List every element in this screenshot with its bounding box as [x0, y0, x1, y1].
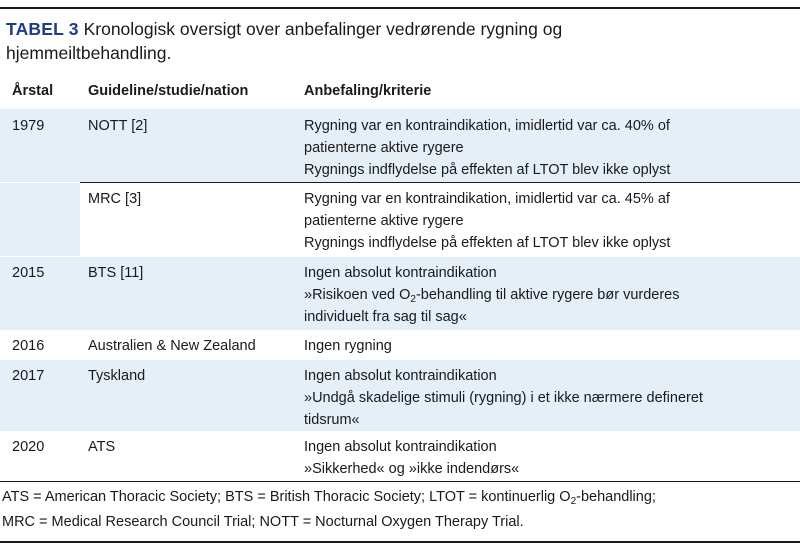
recommendation-line: Ingen absolut kontraindikation [304, 368, 497, 384]
recommendation-line: Ingen absolut kontraindikation [304, 265, 497, 281]
year-cell: 1979 [12, 118, 45, 134]
recommendation-line: tidsrum« [304, 412, 360, 428]
table-title-text-1: Kronologisk oversigt over anbefalinger vedrørende rygning og [78, 19, 563, 39]
year-cell: 2016 [12, 338, 45, 354]
subscript: 2 [410, 294, 416, 305]
table-row [0, 331, 800, 360]
footnote-rule [0, 481, 800, 482]
year-cell: 2015 [12, 265, 45, 281]
recommendation-line: Rygning var en kontraindikation, imidlertid var ca. 45% af [304, 191, 670, 207]
source-cell: ATS [88, 439, 116, 455]
footnote-text: -behandling; [576, 489, 656, 505]
year-cell: 2020 [12, 439, 45, 455]
recommendation-line: patienterne aktive rygere [304, 213, 464, 229]
table-label: TABEL 3 [6, 19, 79, 39]
top-rule [0, 7, 800, 9]
recommendation-text: »Risikoen ved O [304, 287, 411, 303]
recommendation-line: patienterne aktive rygere [304, 140, 464, 156]
column-header-source: Guideline/studie/nation [88, 83, 249, 99]
recommendation-line [304, 283, 680, 307]
recommendation-line: Rygnings indflydelse på effekten af LTOT blev ikke oplyst [304, 162, 671, 178]
recommendation-line: Ingen rygning [304, 338, 392, 354]
table-row [0, 257, 800, 330]
source-cell: BTS [11] [88, 265, 144, 281]
recommendation-line: Ingen absolut kontraindikation [304, 439, 497, 455]
recommendation-line: individuelt fra sag til sag« [304, 309, 467, 325]
table-row [0, 183, 800, 256]
table-row [0, 432, 800, 480]
table-row [0, 360, 800, 431]
recommendation-line: Rygning var en kontraindikation, imidlertid var ca. 40% of [304, 118, 670, 134]
table-title-text-2: hjemmeiltbehandling. [6, 43, 172, 63]
subscript: 2 [570, 496, 577, 507]
source-cell: NOTT [2] [88, 118, 148, 134]
source-cell: Tyskland [88, 368, 146, 384]
year-cell: 2017 [12, 368, 45, 384]
table-row [0, 109, 800, 182]
footnote-text: MRC = Medical Research Council Trial; NOTT = Nocturnal Oxygen Therapy Trial. [2, 514, 524, 530]
footnote-text: ATS = American Thoracic Society; BTS = British Thoracic Society; LTOT = kontinuerlig O [2, 489, 571, 505]
source-cell: Australien & New Zealand [88, 338, 256, 354]
source-cell: MRC [3] [88, 191, 142, 207]
recommendation-line: »Sikkerhed« og »ikke indendørs« [304, 461, 520, 477]
column-header-recommendation: Anbefaling/kriterie [304, 83, 432, 99]
column-header-year: Årstal [12, 83, 54, 99]
recommendation-line: Rygnings indflydelse på effekten af LTOT blev ikke oplyst [304, 235, 671, 251]
recommendation-text: -behandling til aktive rygere bør vurderes [415, 287, 680, 303]
recommendation-line: »Undgå skadelige stimuli (rygning) i et ikke nærmere defineret [304, 390, 703, 406]
table-title [6, 17, 786, 65]
table-footnote [2, 485, 798, 535]
bottom-rule [0, 541, 800, 543]
